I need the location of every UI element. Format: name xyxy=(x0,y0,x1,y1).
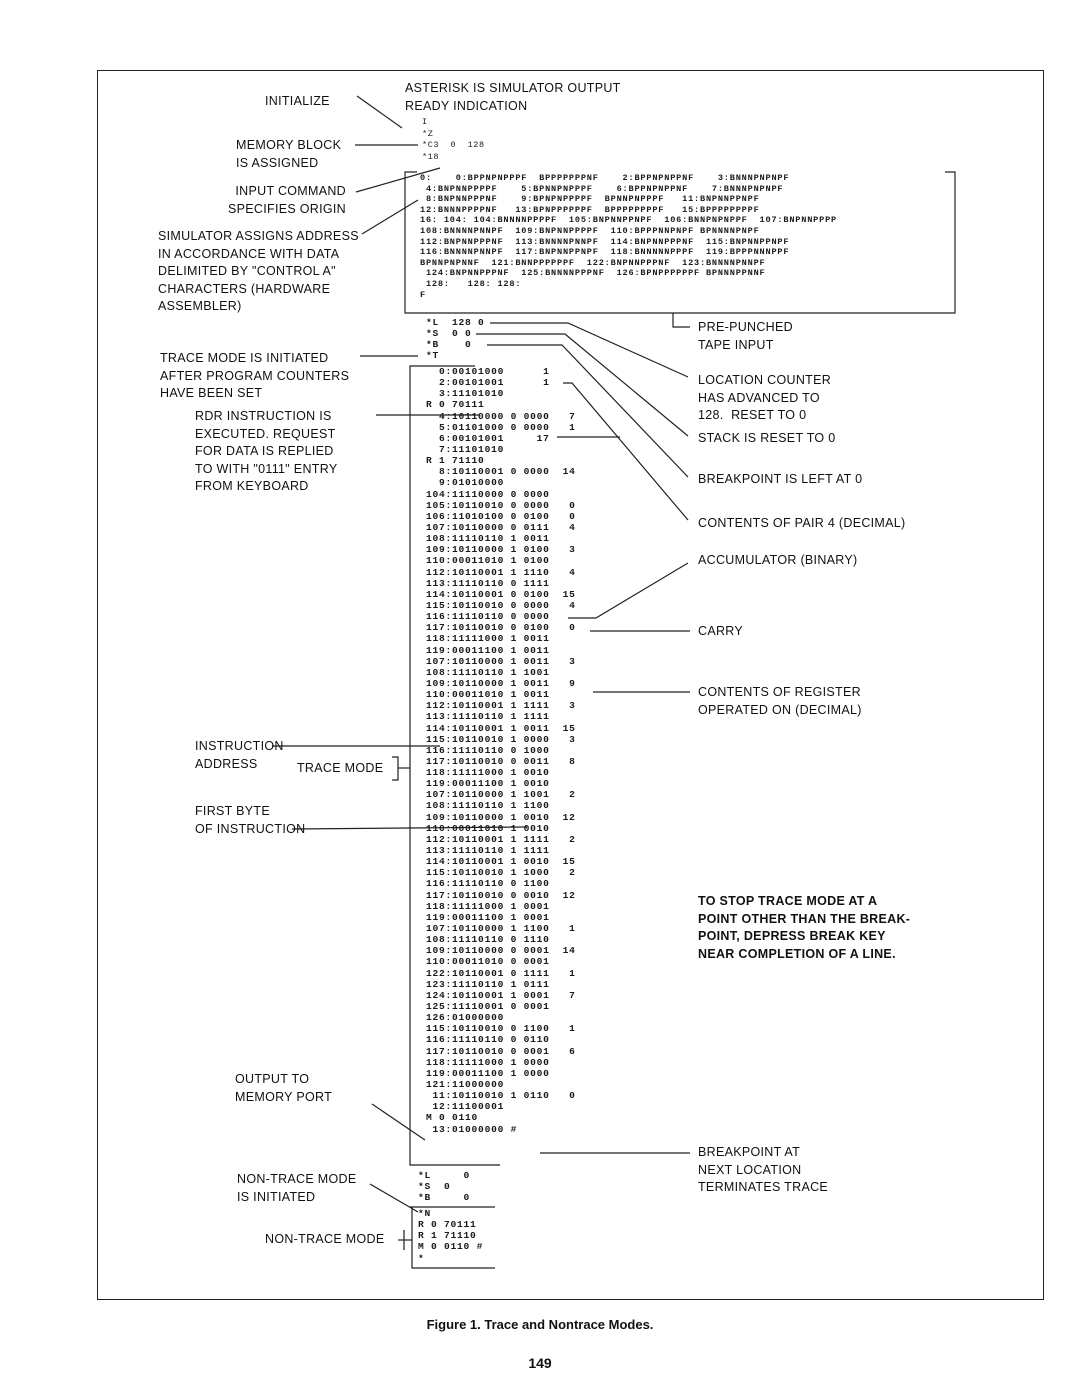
trace-line: 110:00011010 1 0010 xyxy=(426,822,550,834)
label-breakpoint-next xyxy=(698,1144,828,1197)
label-line: MEMORY PORT xyxy=(235,1089,333,1104)
leader-pair4 xyxy=(563,383,688,520)
trace-line: 4:10110000 0 0000 7 xyxy=(426,410,576,422)
label-line: LOCATION COUNTER xyxy=(698,373,832,387)
label-accumulator: ACCUMULATOR (BINARY) xyxy=(698,553,858,567)
trace-line: 124:10110001 1 0001 7 xyxy=(426,989,576,1001)
label-line: POINT OTHER THAN THE BREAK- xyxy=(698,911,911,926)
trace-line: 126:01000000 xyxy=(426,1012,505,1024)
leader-initialize xyxy=(357,96,402,128)
label-rdr-instruction xyxy=(195,408,337,496)
label-nontrace-initiated xyxy=(237,1171,356,1206)
trace-line: R 0 70111 xyxy=(426,399,485,411)
trace-line: 119:00011100 1 0010 xyxy=(426,778,550,790)
label-line: IS ASSIGNED xyxy=(236,155,319,170)
nontrace-line: * xyxy=(418,1252,425,1264)
leader-output-memory xyxy=(372,1104,425,1140)
register-line: *L 128 0 xyxy=(426,317,485,328)
trace-line: 114:10110001 1 0010 15 xyxy=(426,856,576,868)
trace-line: 3:11101010 xyxy=(426,388,505,400)
trace-line: 114:10110001 0 0100 15 xyxy=(426,588,576,600)
trace-line: 117:10110010 0 0011 8 xyxy=(426,755,576,767)
label-location-counter xyxy=(698,372,831,425)
nontrace-line: R 1 71110 xyxy=(418,1230,477,1242)
trace-line: 112:10110001 1 1111 3 xyxy=(426,700,576,712)
nontrace-line: R 0 70111 xyxy=(418,1219,477,1231)
register-line: *L 0 xyxy=(418,1170,471,1181)
tape-line: 16: 104: 104:BNNNNPPPPF 105:BNPNNPPNPF 106:BNNPNPNPPF 107:BNPNNPPPP xyxy=(420,215,837,226)
trace-line: 11:10110010 1 0110 0 xyxy=(426,1090,576,1102)
trace-line: 119:00011100 1 0000 xyxy=(426,1067,550,1079)
trace-line: 113:11110110 1 1111 xyxy=(426,711,550,723)
trace-line: 9:01010000 xyxy=(426,477,505,489)
tape-line: 124:BNPNNPPPNF 125:BNNNNPPPNF 126:BPNPPPPPPF BPNNNPPNNF xyxy=(420,268,766,279)
tape-line: 4:BNPNNPPPPF 5:BPNNPNPPPF 6:BPPNPNPPNF 7:BNNNPNPNPF xyxy=(420,183,784,194)
trace-line: 8:10110001 0 0000 14 xyxy=(426,466,576,478)
trace-line: 116:11110110 0 1100 xyxy=(426,878,550,890)
trace-line: 112:10110001 1 1111 2 xyxy=(426,833,576,845)
label-line: HAVE BEEN SET xyxy=(160,386,263,401)
trace-line: 116:11110110 0 1000 xyxy=(426,744,550,756)
trace-line: 12:11100001 xyxy=(426,1101,505,1113)
startup-lines xyxy=(422,117,485,163)
register-line: *S 0 xyxy=(418,1181,451,1193)
trace-line: 107:10110000 1 1100 1 xyxy=(426,923,576,935)
bracket-trace-mode xyxy=(392,757,398,780)
trace-line: 107:10110000 0 0111 4 xyxy=(426,521,576,533)
trace-line: R 1 71110 xyxy=(426,455,485,467)
label-line: NEXT LOCATION xyxy=(698,1162,802,1177)
post-trace-dump xyxy=(418,1170,470,1203)
register-line: *B 0 xyxy=(426,339,472,351)
startup-line: *18 xyxy=(422,151,440,162)
trace-line: 5:01101000 0 0000 1 xyxy=(426,421,576,433)
trace-line: 125:11110001 0 0001 xyxy=(426,1001,550,1013)
label-line: OF INSTRUCTION xyxy=(195,821,306,836)
trace-line: 108:11110110 1 1100 xyxy=(426,800,550,812)
startup-line: *C3 0 128 xyxy=(422,140,485,150)
trace-line: 107:10110000 1 1001 2 xyxy=(426,789,576,801)
label-line: NON-TRACE MODE xyxy=(237,1172,357,1186)
label-line: TERMINATES TRACE xyxy=(698,1180,829,1195)
trace-line: 13:01000000 # xyxy=(426,1123,518,1135)
label-line: SPECIFIES ORIGIN xyxy=(228,201,347,216)
label-line: CHARACTERS (HARDWARE xyxy=(158,281,331,296)
trace-line: 109:10110000 1 0100 3 xyxy=(426,544,576,556)
trace-line: 115:10110010 1 0000 3 xyxy=(426,733,576,745)
tape-line: F xyxy=(420,289,426,300)
label-line: TO WITH "0111" ENTRY xyxy=(195,461,338,476)
trace-line: 118:11111000 1 0000 xyxy=(426,1056,550,1068)
label-instruction-address xyxy=(195,738,284,773)
header-line-2: READY INDICATION xyxy=(405,98,528,113)
label-line: FIRST BYTE xyxy=(195,804,271,818)
trace-line: 118:11111000 1 0011 xyxy=(426,633,550,645)
tape-line: 12:BNNNPPPPNF 13:BPNPPPPPPF BPPPPPPPPF 15:BPPPPPPPPF xyxy=(420,204,760,215)
label-line: TRACE MODE IS INITIATED xyxy=(160,351,329,365)
trace-line: 105:10110010 0 0000 0 xyxy=(426,499,576,511)
label-line: TAPE INPUT xyxy=(698,337,774,352)
page-number: 149 xyxy=(528,1355,552,1371)
label-nontrace-mode: NON-TRACE MODE xyxy=(265,1232,385,1246)
label-line: TO STOP TRACE MODE AT A xyxy=(698,894,878,908)
label-line: INSTRUCTION xyxy=(195,739,284,753)
label-line: FOR DATA IS REPLIED xyxy=(195,444,334,459)
label-line: BREAKPOINT AT xyxy=(698,1145,801,1159)
trace-line: 115:10110010 0 1100 1 xyxy=(426,1023,576,1035)
trace-line: 117:10110010 0 0001 6 xyxy=(426,1045,576,1057)
leader-pre-punched xyxy=(673,313,690,327)
trace-line: 112:10110001 1 1110 4 xyxy=(426,566,576,578)
trace-line: 114:10110001 1 0011 15 xyxy=(426,722,576,734)
label-trace-initiated xyxy=(160,350,349,403)
label-input-command xyxy=(228,183,346,218)
trace-line: 119:00011100 1 0011 xyxy=(426,644,550,656)
label-pair4: CONTENTS OF PAIR 4 (DECIMAL) xyxy=(698,516,906,530)
tape-line: BPNNPNPNNF 121:BNNPPPPPPF 122:BNPNNPPPNF 123:BNNNNPNNPF xyxy=(420,257,766,268)
leader-accumulator xyxy=(568,563,688,618)
label-trace-mode: TRACE MODE xyxy=(297,761,384,775)
header-note xyxy=(405,80,621,115)
label-first-byte xyxy=(195,803,305,838)
trace-line: 113:11110110 1 1111 xyxy=(426,845,550,857)
figure-caption: Figure 1. Trace and Nontrace Modes. xyxy=(426,1317,654,1332)
register-line: *S 0 0 xyxy=(426,328,472,340)
trace-line: 117:10110010 0 0100 0 xyxy=(426,622,576,634)
tape-line: 128: 128: 128: xyxy=(420,278,522,289)
label-line: ADDRESS xyxy=(195,756,258,771)
label-line: SIMULATOR ASSIGNS ADDRESS xyxy=(158,229,359,243)
label-line: IS INITIATED xyxy=(237,1189,316,1204)
label-carry: CARRY xyxy=(698,624,744,638)
label-memory-block xyxy=(236,137,341,172)
label-register xyxy=(698,684,862,719)
tape-line: 116:BNNNNPNNPF 117:BNPNNPPNPF 118:BNNNNNPPPF 119:BPPPNNNPPF xyxy=(420,247,790,258)
register-line: *T xyxy=(426,350,440,362)
trace-line: 109:10110000 1 0011 9 xyxy=(426,677,576,689)
trace-line: 108:11110110 0 1110 xyxy=(426,934,550,946)
trace-line: 110:00011010 1 0011 xyxy=(426,689,550,701)
trace-line: 115:10110010 1 1000 2 xyxy=(426,867,576,879)
trace-line: 113:11110110 0 1111 xyxy=(426,577,550,589)
trace-line: 123:11110110 1 0111 xyxy=(426,978,550,990)
register-line: *B 0 xyxy=(418,1192,471,1204)
leader-simulator-assigns xyxy=(362,200,418,234)
trace-line: 116:11110110 0 0000 xyxy=(426,611,550,623)
label-line: POINT, DEPRESS BREAK KEY xyxy=(698,929,886,944)
trace-line: 110:00011010 1 0100 xyxy=(426,555,550,567)
trace-line: 108:11110110 1 0011 xyxy=(426,533,550,545)
trace-line: 115:10110010 0 0000 4 xyxy=(426,599,576,611)
trace-line: 7:11101010 xyxy=(426,443,505,455)
header-line-1: ASTERISK IS SIMULATOR OUTPUT xyxy=(405,81,621,95)
label-line: FROM KEYBOARD xyxy=(195,479,309,494)
label-initialize: INITIALIZE xyxy=(265,94,330,108)
label-output-memory xyxy=(235,1071,332,1106)
nontrace-listing xyxy=(418,1208,483,1264)
label-line: DELIMITED BY "CONTROL A" xyxy=(158,264,336,279)
label-line: RDR INSTRUCTION IS xyxy=(195,409,332,423)
label-line: OPERATED ON (DECIMAL) xyxy=(698,702,862,717)
trace-line: 104:11110000 0 0000 xyxy=(426,488,550,500)
trace-line: 116:11110110 0 0110 xyxy=(426,1034,550,1046)
label-line: NEAR COMPLETION OF A LINE. xyxy=(698,946,896,961)
tape-line: 0: 0:BPPNPNPPPF BPPPPPPPNF 2:BPPNPNPPNF 3:BNNNPNPNPF xyxy=(420,173,790,183)
trace-line: 121:11000000 xyxy=(426,1079,505,1090)
register-dump xyxy=(426,317,485,362)
nontrace-line: *N xyxy=(418,1208,432,1219)
label-line: EXECUTED. REQUEST xyxy=(195,426,336,441)
label-line: AFTER PROGRAM COUNTERS xyxy=(160,368,350,383)
startup-line: *Z xyxy=(422,128,434,139)
label-breakpoint-left: BREAKPOINT IS LEFT AT 0 xyxy=(698,472,863,486)
trace-line: 109:10110000 0 0001 14 xyxy=(426,945,576,957)
trace-line: 108:11110110 1 1001 xyxy=(426,666,550,678)
trace-line: 118:11111000 1 0001 xyxy=(426,900,550,912)
leader-nontrace-initiated xyxy=(370,1184,418,1212)
trace-line: 2:00101001 1 xyxy=(426,377,550,389)
label-line: OUTPUT TO xyxy=(235,1072,310,1086)
trace-line: 6:00101001 17 xyxy=(426,432,550,444)
label-line: INPUT COMMAND xyxy=(235,184,347,198)
trace-line: 106:11010100 0 0100 0 xyxy=(426,510,576,522)
label-line: ASSEMBLER) xyxy=(158,299,242,314)
trace-line: 110:00011010 0 0001 xyxy=(426,956,550,968)
label-line: 128. RESET TO 0 xyxy=(698,408,807,423)
startup-line: I xyxy=(422,117,428,127)
label-line: PRE-PUNCHED xyxy=(698,320,793,334)
tape-line: 8:BNPNNPPPNF 9:BPNPNPPPPF BPNNPNPPPF 11:BNPNNPPNPF xyxy=(420,194,760,205)
label-line: HAS ADVANCED TO xyxy=(698,390,820,405)
trace-line: 117:10110010 0 0010 12 xyxy=(426,889,576,901)
trace-line: 118:11111000 1 0010 xyxy=(426,767,550,779)
trace-listing xyxy=(426,366,576,1135)
tape-line: 112:BNPNNPPPNF 113:BNNNNPNNPF 114:BNPNNPPPNF 115:BNPNNPPNPF xyxy=(420,236,790,247)
label-simulator-assigns xyxy=(158,228,359,316)
label-pre-punched xyxy=(698,319,793,354)
label-line: MEMORY BLOCK xyxy=(236,138,342,152)
nontrace-line: M 0 0110 # xyxy=(418,1241,484,1253)
label-stack-reset: STACK IS RESET TO 0 xyxy=(698,431,836,445)
trace-line: 109:10110000 1 0010 12 xyxy=(426,811,576,823)
label-line: CONTENTS OF REGISTER xyxy=(698,685,861,699)
trace-line: 119:00011100 1 0001 xyxy=(426,911,550,923)
trace-line: 0:00101000 1 xyxy=(426,366,550,377)
trace-line: 107:10110000 1 0011 3 xyxy=(426,655,576,667)
trace-line: M 0 0110 xyxy=(426,1112,479,1124)
trace-line: 122:10110001 0 1111 1 xyxy=(426,967,576,979)
tape-listing xyxy=(420,173,837,300)
label-line: IN ACCORDANCE WITH DATA xyxy=(158,246,340,261)
label-stop-trace xyxy=(698,893,910,963)
tape-line: 108:BNNNNPNNPF 109:BNPNNPPPPF 110:BPPPNNPNPF BPNNNNPNPF xyxy=(420,225,760,236)
